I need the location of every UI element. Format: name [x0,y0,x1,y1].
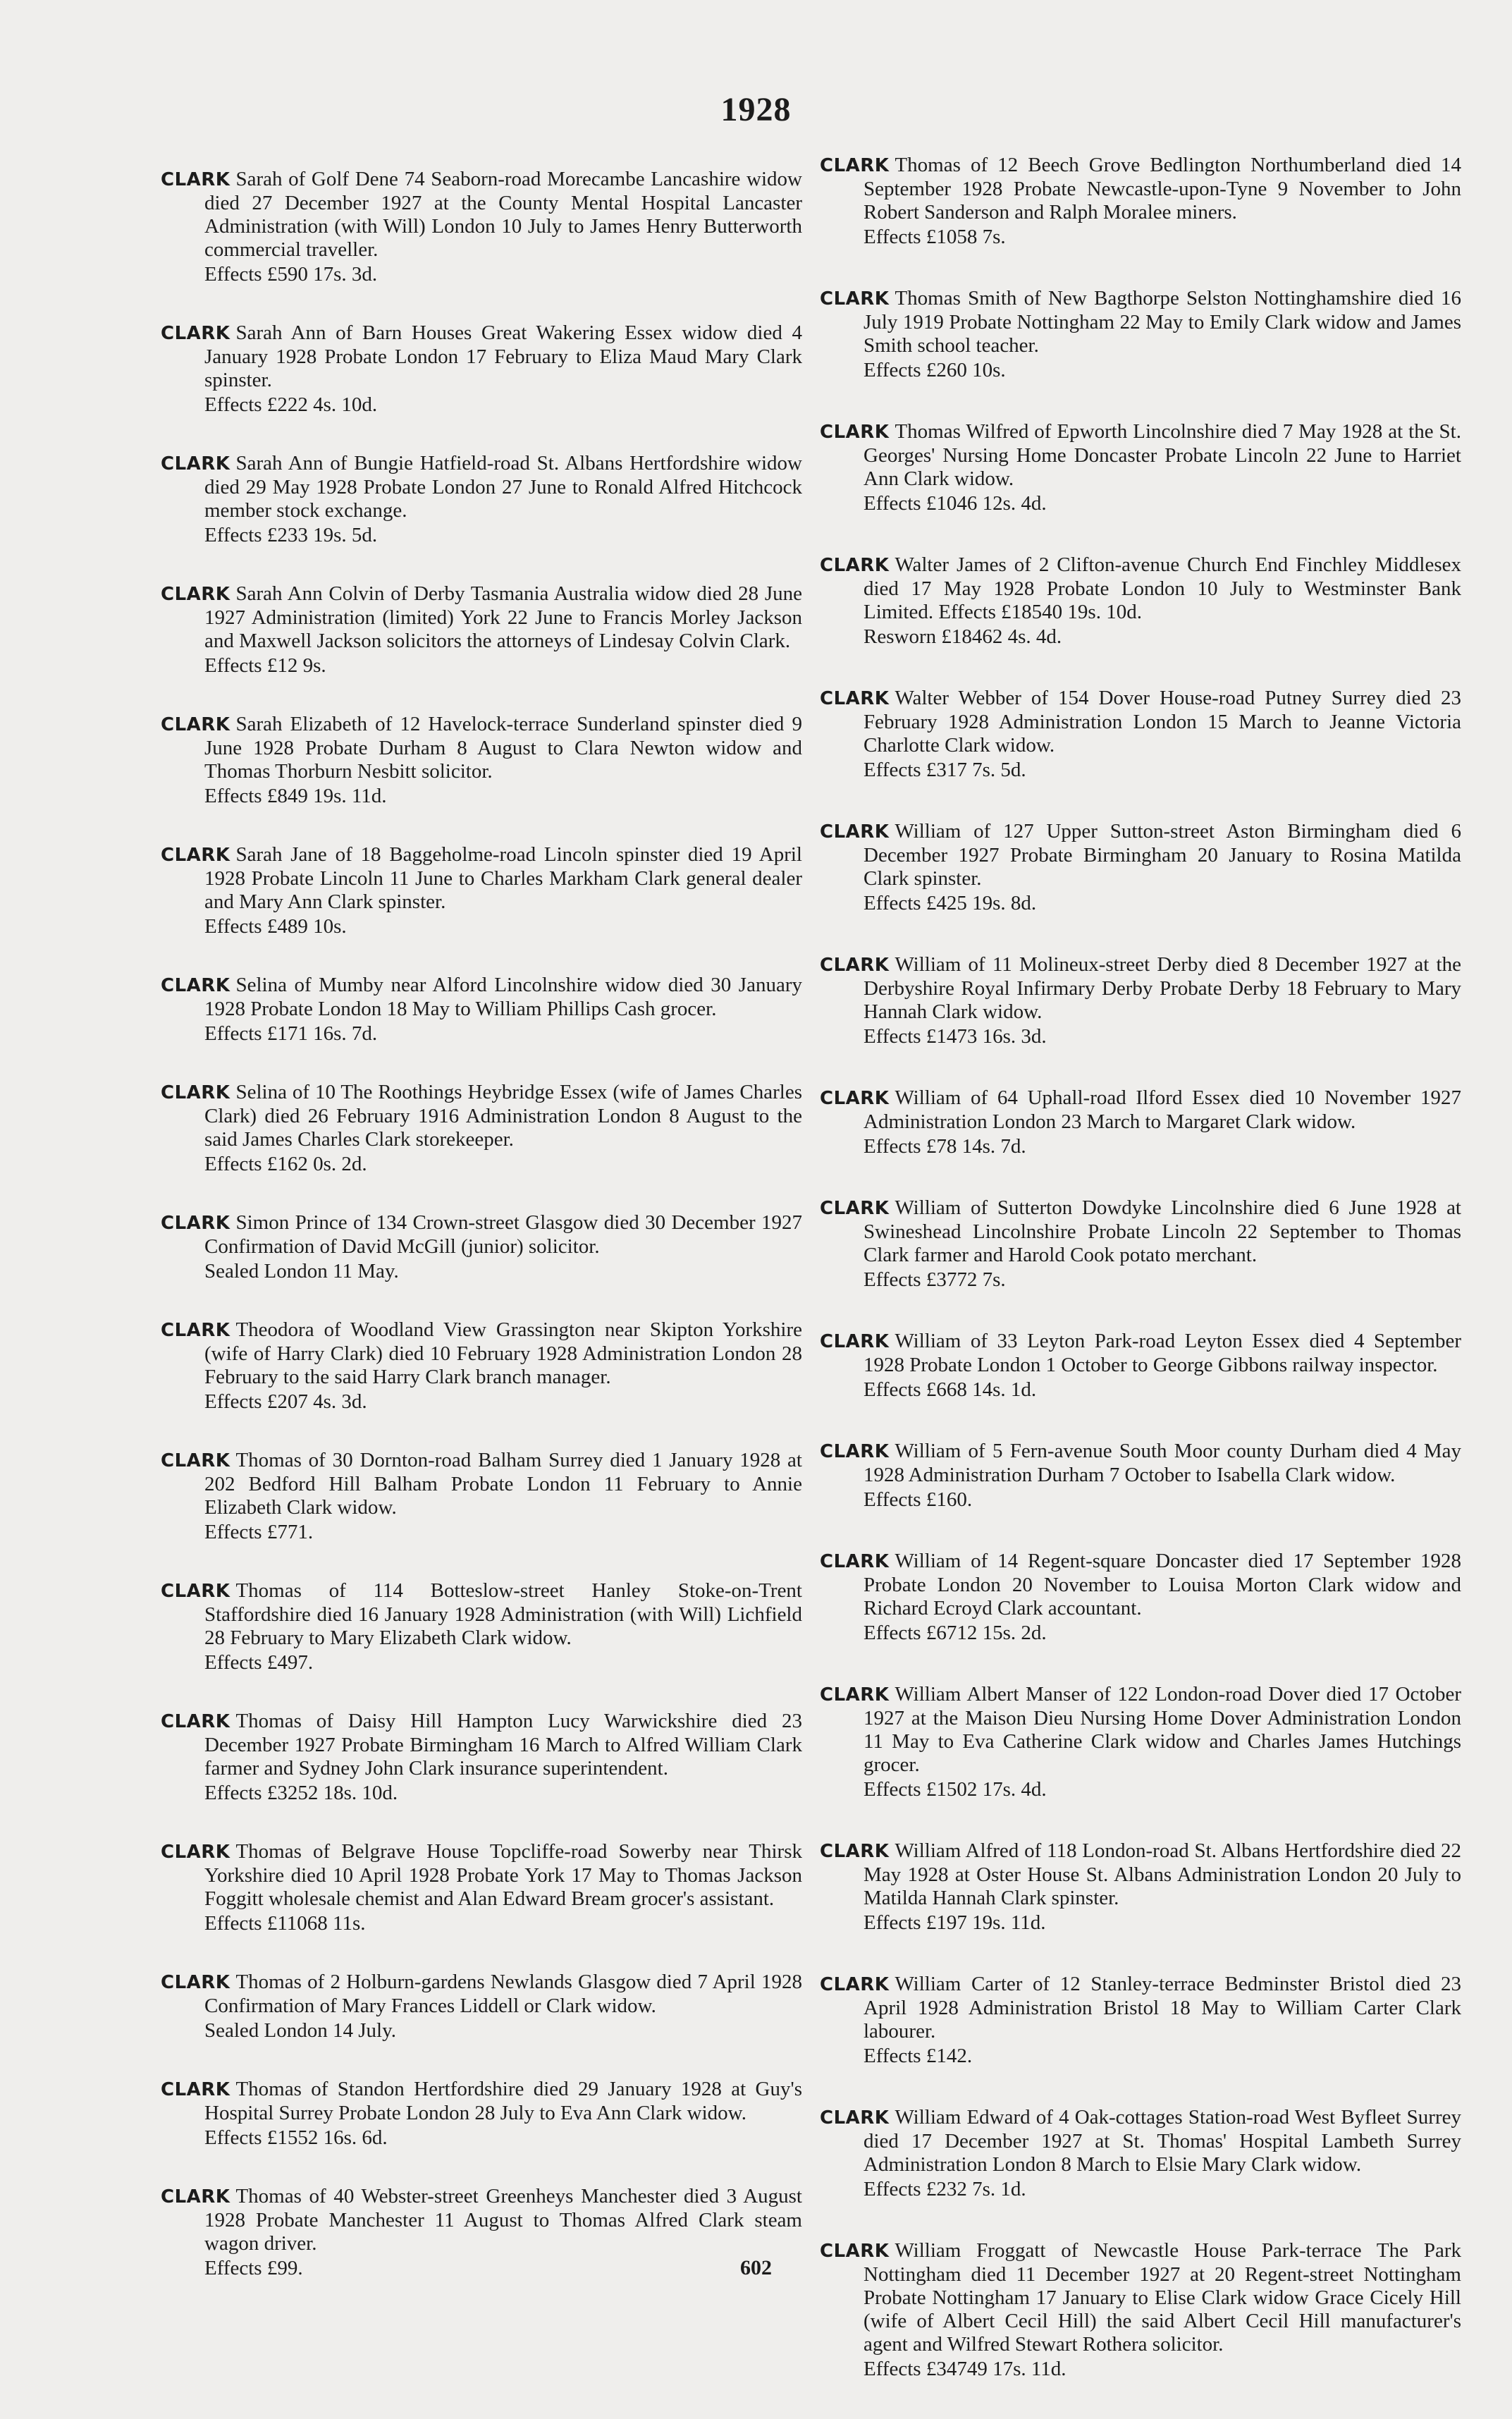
entry-text: William of 127 Upper Sutton-street Aston Birmingham died 6 December 1927 Probate Birmingham 20 January to Rosina Matilda Clark spinster. [863,820,1461,890]
entry-effects: Effects £1552 16s. 6d. [204,2126,388,2149]
entry-effects: Effects £1046 12s. 4d. [863,492,1047,515]
entry-effects: Effects £12 9s. [204,654,326,677]
entry-surname: CLARK [820,688,890,709]
entry-surname: CLARK [161,845,231,866]
entry-effects: Effects £1502 17s. 4d. [863,1778,1047,1801]
entry-text: William Albert Manser of 122 London-road Dover died 17 October 1927 at the Maison Dieu Nursing Home Dover Administration London 11 May to Eva Catherine Clark widow and Charles James Hutchings grocer. [863,1683,1461,1776]
entry-surname: CLARK [161,2186,231,2207]
entry-text: Selina of 10 The Roothings Heybridge Essex (wife of James Charles Clark) died 26 February 1916 Administration London 8 August to the said James Charles Clark storekeeper. [204,1081,802,1151]
probate-entry [161,452,802,547]
entry-effects: Effects £849 19s. 11d. [204,785,387,807]
entry-effects: Effects £207 4s. 3d. [204,1390,367,1413]
entry-surname: CLARK [161,453,231,474]
probate-entry [820,1440,1461,1512]
entry-text: Sarah Elizabeth of 12 Havelock-terrace Sunderland spinster died 9 June 1928 Probate Durham 8 August to Clara Newton widow and Thomas Thorburn Nesbitt solicitor. [204,713,802,783]
entry-text: Thomas of Belgrave House Topcliffe-road Sowerby near Thirsk Yorkshire died 10 April 1928 Probate York 17 May to Thomas Jackson Foggitt wholesale chemist and Alan Edward Bream grocer's assistant. [204,1840,802,1910]
entry-effects: Sealed London 11 May. [204,1260,399,1282]
entry-text: Walter James of 2 Clifton-avenue Church End Finchley Middlesex died 17 May 1928 Probate London 10 July to Westminster Bank Limited. Effects £18540 19s. 10d. [863,553,1461,623]
entry-surname: CLARK [161,1450,231,1471]
probate-entry [820,553,1461,649]
entry-text: William Froggatt of Newcastle House Park-terrace The Park Nottingham died 11 December 1927 at 20 Regent-street Nottingham Probate Nottingham 17 January to Elise Clark widow Grace Cicely Hill (wife of Albert Cecil Hill) the said Albert Cecil Hill manufacturer's agent and Wilfred Stewart Rothera solicitor. [863,2239,1461,2356]
left-column [161,168,802,2315]
entry-text: William of 14 Regent-square Doncaster died 17 September 1928 Probate London 20 November to Louisa Morton Clark widow and Richard Ecroyd Clark accountant. [863,1550,1461,1619]
probate-entry [820,2106,1461,2201]
probate-entry [161,974,802,1046]
entry-surname: CLARK [820,422,890,443]
entry-surname: CLARK [820,1551,890,1572]
entry-effects: Effects £162 0s. 2d. [204,1153,367,1175]
entry-text: Selina of Mumby near Alford Lincolnshire widow died 30 January 1928 Probate London 18 May to William Phillips Cash grocer. [204,974,802,1020]
entry-effects: Effects £771. [204,1521,314,1543]
entry-text: Walter Webber of 154 Dover House-road Putney Surrey died 23 February 1928 Administration London 15 March to Jeanne Victoria Charlotte Clark widow. [863,687,1461,757]
entry-text: William of 64 Uphall-road Ilford Essex died 10 November 1927 Administration London 23 March to Margaret Clark widow. [863,1086,1461,1133]
entry-surname: CLARK [161,169,231,190]
entry-effects: Effects £78 14s. 7d. [863,1135,1026,1158]
probate-entry [820,420,1461,515]
entry-surname: CLARK [161,1972,231,1993]
entry-text: Thomas of Standon Hertfordshire died 29 January 1928 at Guy's Hospital Surrey Probate London 28 July to Eva Ann Clark widow. [204,2078,802,2124]
entry-surname: CLARK [820,1441,890,1462]
entry-text: Thomas of 40 Webster-street Greenheys Manchester died 3 August 1928 Probate Manchester 11 August to Thomas Alfred Clark steam wagon driver. [204,2185,802,2255]
entry-effects: Effects £6712 15s. 2d. [863,1622,1047,1644]
entry-surname: CLARK [161,323,231,344]
probate-entry [161,1318,802,1414]
entry-text: William of 11 Molineux-street Derby died 8 December 1927 at the Derbyshire Royal Infirmary Derby Probate Derby 18 February to Mary Hannah Clark widow. [863,953,1461,1023]
probate-entry [161,1579,802,1674]
probate-entry [161,1211,802,1283]
entry-surname: CLARK [820,2107,890,2129]
entry-text: William of Sutterton Dowdyke Lincolnshire died 6 June 1928 at Swineshead Lincolnshire Probate Lincoln 22 September to Thomas Clark farmer and Harold Cook potato merchant. [863,1196,1461,1266]
entry-surname: CLARK [161,975,231,996]
entry-text: Thomas of 114 Botteslow-street Hanley Stoke-on-Trent Staffordshire died 16 January 1928 Administration (with Will) Lichfield 28 February to Mary Elizabeth Clark widow. [204,1579,802,1649]
entry-surname: CLARK [820,821,890,843]
entry-text: Theodora of Woodland View Grassington near Skipton Yorkshire (wife of Harry Clark) died 10 February 1928 Administration London 28 February to the said Harry Clark branch manager. [204,1318,802,1388]
probate-entry [820,1086,1461,1158]
entry-surname: CLARK [161,1581,231,1602]
probate-entry [161,1971,802,2043]
entry-text: Sarah of Golf Dene 74 Seaborn-road Morecambe Lancashire widow died 27 December 1927 at the County Mental Hospital Lancaster Administration (with Will) London 10 July to James Henry Butterworth commercial traveller. [204,168,802,261]
probate-entry [820,154,1461,249]
entry-text: Sarah Ann of Barn Houses Great Wakering Essex widow died 4 January 1928 Probate London 17 February to Eliza Maud Mary Clark spinster. [204,321,802,391]
entry-surname: CLARK [820,1198,890,1219]
entry-effects: Effects £1473 16s. 3d. [863,1025,1047,1048]
entry-text: Thomas Smith of New Bagthorpe Selston Nottinghamshire died 16 July 1919 Probate Nottingham 22 May to Emily Clark widow and James Smith school teacher. [863,287,1461,357]
entry-surname: CLARK [820,1841,890,1862]
entry-surname: CLARK [161,2079,231,2100]
probate-entry [820,820,1461,915]
entry-text: Simon Prince of 134 Crown-street Glasgow died 30 December 1927 Confirmation of David McGill (junior) solicitor. [204,1211,802,1258]
entry-effects: Effects £11068 11s. [204,1912,366,1935]
entry-effects: Effects £233 19s. 5d. [204,524,378,546]
probate-entry [820,1683,1461,1801]
probate-entry [820,953,1461,1048]
probate-entry [161,582,802,678]
entry-surname: CLARK [820,288,890,310]
entry-effects: Effects £222 4s. 10d. [204,393,378,416]
probate-entry [161,1081,802,1176]
entry-effects: Effects £489 10s. [204,915,347,938]
entry-surname: CLARK [161,1320,231,1341]
probate-entry [820,1973,1461,2068]
probate-entry [161,843,802,938]
entry-text: Sarah Ann of Bungie Hatfield-road St. Albans Hertfordshire widow died 29 May 1928 Probate London 27 June to Ronald Alfred Hitchcock member stock exchange. [204,452,802,522]
probate-entry [820,1196,1461,1292]
entry-text: Sarah Jane of 18 Baggeholme-road Lincoln spinster died 19 April 1928 Probate Lincoln 11 June to Charles Markham Clark general dealer and Mary Ann Clark spinster. [204,843,802,913]
entry-surname: CLARK [161,714,231,735]
entry-text: Thomas Wilfred of Epworth Lincolnshire died 7 May 1928 at the St. Georges' Nursing Home Doncaster Probate Lincoln 22 June to Harriet Ann Clark widow. [863,420,1461,490]
page-number: 602 [740,2256,772,2279]
entry-effects: Effects £171 16s. 7d. [204,1022,378,1045]
entry-effects: Effects £3772 7s. [863,1268,1006,1291]
entry-surname: CLARK [820,155,890,176]
entry-text: William Edward of 4 Oak-cottages Station-road West Byfleet Surrey died 17 December 1927 at St. Thomas' Hospital Lambeth Surrey Administration London 8 March to Elsie Mary Clark widow. [863,2106,1461,2176]
probate-entry [161,321,802,417]
page-year-heading: 1928 [720,91,792,128]
entry-surname: CLARK [820,2241,890,2262]
entry-effects: Effects £160. [863,1488,973,1511]
entry-surname: CLARK [820,1331,890,1352]
entry-surname: CLARK [820,555,890,576]
probate-entry [161,168,802,286]
entry-surname: CLARK [161,584,231,605]
entry-effects: Effects £34749 17s. 11d. [863,2358,1067,2380]
probate-entry [161,713,802,808]
probate-entry [161,1840,802,1935]
entry-text: Thomas of 2 Holburn-gardens Newlands Glasgow died 7 April 1928 Confirmation of Mary Frances Liddell or Clark widow. [204,1971,802,2017]
entry-effects: Sealed London 14 July. [204,2019,396,2042]
entry-effects: Effects £668 14s. 1d. [863,1378,1037,1401]
probate-entry [161,2078,802,2150]
entry-text: William Alfred of 118 London-road St. Albans Hertfordshire died 22 May 1928 at Oster House St. Albans Administration London 20 July to Matilda Hannah Clark spinster. [863,1839,1461,1909]
entry-text: William of 33 Leyton Park-road Leyton Essex died 4 September 1928 Probate London 1 October to George Gibbons railway inspector. [863,1330,1461,1376]
entry-surname: CLARK [820,1684,890,1705]
entry-effects: Effects £142. [863,2045,973,2067]
probate-entry [820,287,1461,382]
entry-effects: Effects £1058 7s. [863,226,1006,248]
entry-effects: Effects £197 19s. 11d. [863,1911,1046,1934]
entry-effects: Resworn £18462 4s. 4d. [863,625,1062,648]
entry-effects: Effects £590 17s. 3d. [204,263,378,286]
entry-effects: Effects £3252 18s. 10d. [204,1782,398,1804]
entry-effects: Effects £99. [204,2257,303,2279]
probate-entry [820,687,1461,782]
entry-effects: Effects £232 7s. 1d. [863,2178,1026,2200]
entry-surname: CLARK [820,1088,890,1109]
entry-surname: CLARK [820,1974,890,1995]
entry-effects: Effects £497. [204,1651,314,1674]
right-column [820,154,1461,2419]
entry-effects: Effects £260 10s. [863,359,1006,381]
entry-text: Thomas of Daisy Hill Hampton Lucy Warwickshire died 23 December 1927 Probate Birmingham 16 March to Alfred William Clark farmer and Sydney John Clark insurance superintendent. [204,1710,802,1780]
entry-surname: CLARK [820,955,890,976]
probate-entry [820,1550,1461,1645]
entry-text: William of 5 Fern-avenue South Moor county Durham died 4 May 1928 Administration Durham 7 October to Isabella Clark widow. [863,1440,1461,1486]
entry-surname: CLARK [161,1711,231,1732]
probate-entry [820,1839,1461,1935]
entry-text: William Carter of 12 Stanley-terrace Bedminster Bristol died 23 April 1928 Administration Bristol 18 May to William Carter Clark labourer. [863,1973,1461,2043]
probate-entry [161,1449,802,1544]
entry-surname: CLARK [161,1082,231,1103]
entry-effects: Effects £317 7s. 5d. [863,759,1026,781]
probate-entry [161,1710,802,1805]
probate-entry [820,1330,1461,1402]
entry-text: Thomas of 12 Beech Grove Bedlington Northumberland died 14 September 1928 Probate Newcastle-upon-Tyne 9 November to John Robert Sanderson and Ralph Moralee miners. [863,154,1461,223]
entry-text: Sarah Ann Colvin of Derby Tasmania Australia widow died 28 June 1927 Administration (limited) York 22 June to Francis Morley Jackson and Maxwell Jackson solicitors the attorneys of Lindesay Colvin Clark. [204,582,802,652]
entry-text: Thomas of 30 Dornton-road Balham Surrey died 1 January 1928 at 202 Bedford Hill Balham Probate London 11 February to Annie Elizabeth Clark widow. [204,1449,802,1519]
entry-effects: Effects £425 19s. 8d. [863,892,1037,914]
entry-surname: CLARK [161,1213,231,1234]
entry-surname: CLARK [161,1842,231,1863]
